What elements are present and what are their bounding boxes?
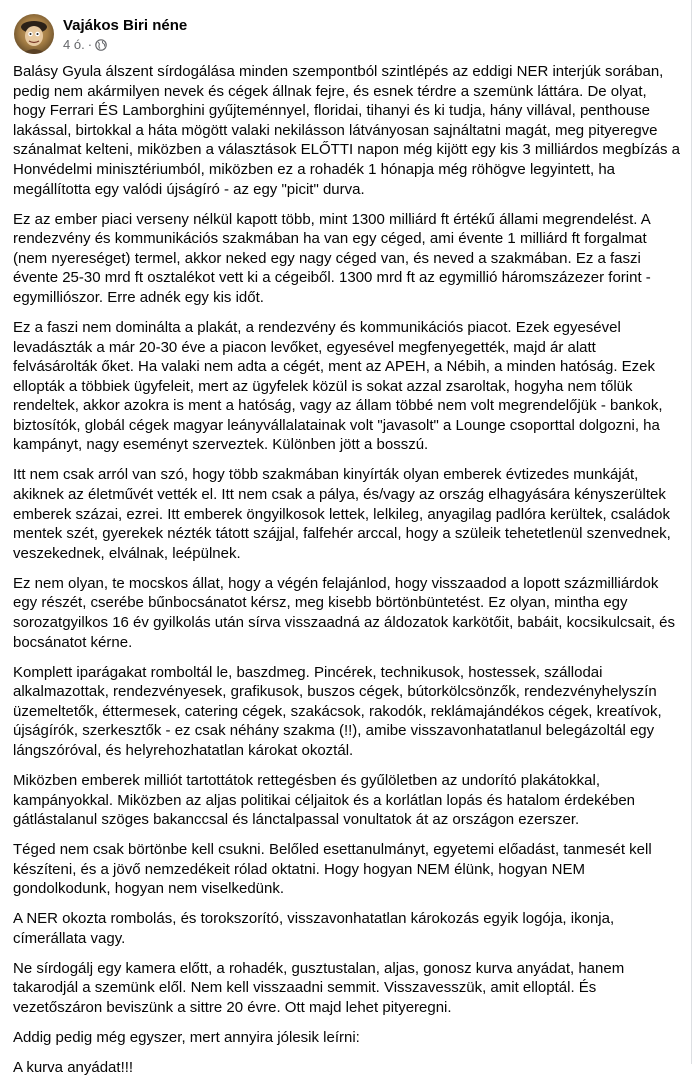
post-paragraph: Ez nem olyan, te mocskos állat, hogy a végén felajánlod, hogy visszaadod a lopott százmilliárdok egy részét, cserébe bűnbocsánatot kérsz, meg kisebb börtönbüntetést. Ez olyan, mintha egy sorozatgyilkos 16 év gyilkolás után sírva visszaadná az áldozatok karkötőit, babáit, kocsikulcsait, és bocsánatot kérne. [13,574,675,651]
author-name[interactable]: Vajákos Biri néne [63,16,188,34]
post-paragraph: Addig pedig még egyszer, mert annyira jólesik leírni: [13,1029,360,1047]
post-header [14,12,187,56]
post-meta [63,16,187,53]
post-paragraph: Balásy Gyula álszent sírdogálása minden szempontból szintlépés az eddigi NER interjúk sorában, pedig nem akármilyen nevek és cégek állnak fejre, és esnek térdre a szemünk láttára. De olyat, hogy Ferrari ÉS Lamborghini gyűjteménnyel, floridai, tihanyi és ki tudja, hány villával, penthouse lakással, birtokkal a háta mögött valaki nekilásson látványosan sajnáltatni magát, meg pityeregve szánalmat kelteni, miközben a választások ELŐTTI napon még kijött egy kis 3 milliárdos megbízás a Honvédelmi minisztériumból, miközben ez a rohadék 1 hónapja még röhögve legyintett, ha megállította egy valódi újságíró - az egy "picit" durva. [13,63,680,198]
post-body [13,62,681,1088]
post-paragraph: A NER okozta rombolás, és torokszorító, visszavonhatatlan károkozás egyik logója, ikonja, címerállata vagy. [13,910,615,947]
post-paragraph: Ne sírdogálj egy kamera előtt, a rohadék, gusztustalan, aljas, gonosz kurva anyádat, hanem takarodjál a szemünk elől. Nem kell visszaadni semmit. Visszavesszük, amit elloptál. És vezetőszáron beviszünk a sittre 20 évre. Ott majd lehet pityeregni. [13,959,625,1017]
post-paragraph: Téged nem csak börtönbe kell csukni. Belőled esettanulmányt, egyetemi előadást, tanmesét kell készíteni, és a jövő nemzedékeit rólad oktatni. Hogy hogyan NEM élünk, hogyan NEM gondolkodunk, hogyan nem viselkedünk. [13,841,652,898]
post-subline [63,37,187,53]
post-paragraph: Ez a faszi nem dominálta a plakát, a rendezvény és kommunikációs piacot. Ezek egyesével levadászták a már 20-30 éve a piacon levőket, egyesével megfenyegették, majd ár alatt felvásárolták őket. Ha valaki nem adta a cégét, ment az APEH, a Nébih, a minden hatóság. Ezek ellopták a többiek ügyfeleit, mert az ügyfelek közül is sokat azzal zsaroltak, hogyha nem tőlük rendeltek, akkor azokra is ment a hatóság, vagy az állam többé nem volt megrendelőjük - bankok, biztosítók, globál cégek magyar leányvállalatainak volt "javasolt" a Lounge csoporttal dolgozni, ha kampányt, nagy eseményt szerveztek. Különben jött a bosszú. [13,318,663,454]
globe-icon[interactable] [95,39,107,51]
post-paragraph: Itt nem csak arról van szó, hogy több szakmában kinyírták olyan emberek évtizedes munkáját, akiknek az életművét vették el. Itt nem csak a pálya, és/vagy az ország elhagyására kényszerültek emberek százai, ezrei. Itt emberek öngyilkosok lettek, lelkileg, anyagilag padlóra kerültek, családok mentek szét, gyerekek nézték tátott szájjal, falfehér arccal, hogy a szüleik tehetetlenül szenvednek, veszekednek, elválnak, leépülnek. [13,466,671,562]
post-paragraph: Miközben emberek milliót tartottátok rettegésben és gyűlöletben az undorító plakátokkal, kampányokkal. Miközben az aljas politikai céljaitok és a korlátlan lopás és hatalom érdekében gátlástalanul szöges bakanccsal és lánctalpassal vonultatok át az országon ezerszer. [13,771,636,829]
post-paragraph: A kurva anyádat!!! [13,1059,134,1077]
post-timestamp[interactable]: 4 ó. [63,36,85,52]
separator-dot: · [87,36,93,52]
post-paragraph: Komplett iparágakat romboltál le, baszdmeg. Pincérek, technikusok, hostessek, szállodai alkalmazottak, rendezvényesek, grafikusok, buszos cégek, bútorkölcsönzők, rendezvényhelyszín üzemeltetők, éttermesek, catering cégek, szakácsok, rakodók, reklámajándékos cégek, kreatívok, újságírók, szerkesztők - ez csak néhány szakma (!!), amibe visszavonhatatlanul belegázoltál egy lángszóróval, és helyrehozhatatlan károkat okoztál. [13,663,662,759]
author-avatar[interactable] [14,14,54,54]
post-paragraph: Ez az ember piaci verseny nélkül kapott több, mint 1300 milliárd ft értékű állami megrendelést. A rendezvény és kommunikációs szakmában ha van egy céged, ami évente 1 milliárd ft forgalmat (nem nyereséget) termel, akkor neked egy nagy céged van, és neved a szakmában. Ez a faszi évente 25-30 mrd ft osztalékot vett ki a cégeiből. 1300 mrd ft az egymillió háromszázezer forint - egymilliószor. Erre adnék egy kis időt. [13,210,651,306]
avatar-portrait-icon [14,14,54,54]
